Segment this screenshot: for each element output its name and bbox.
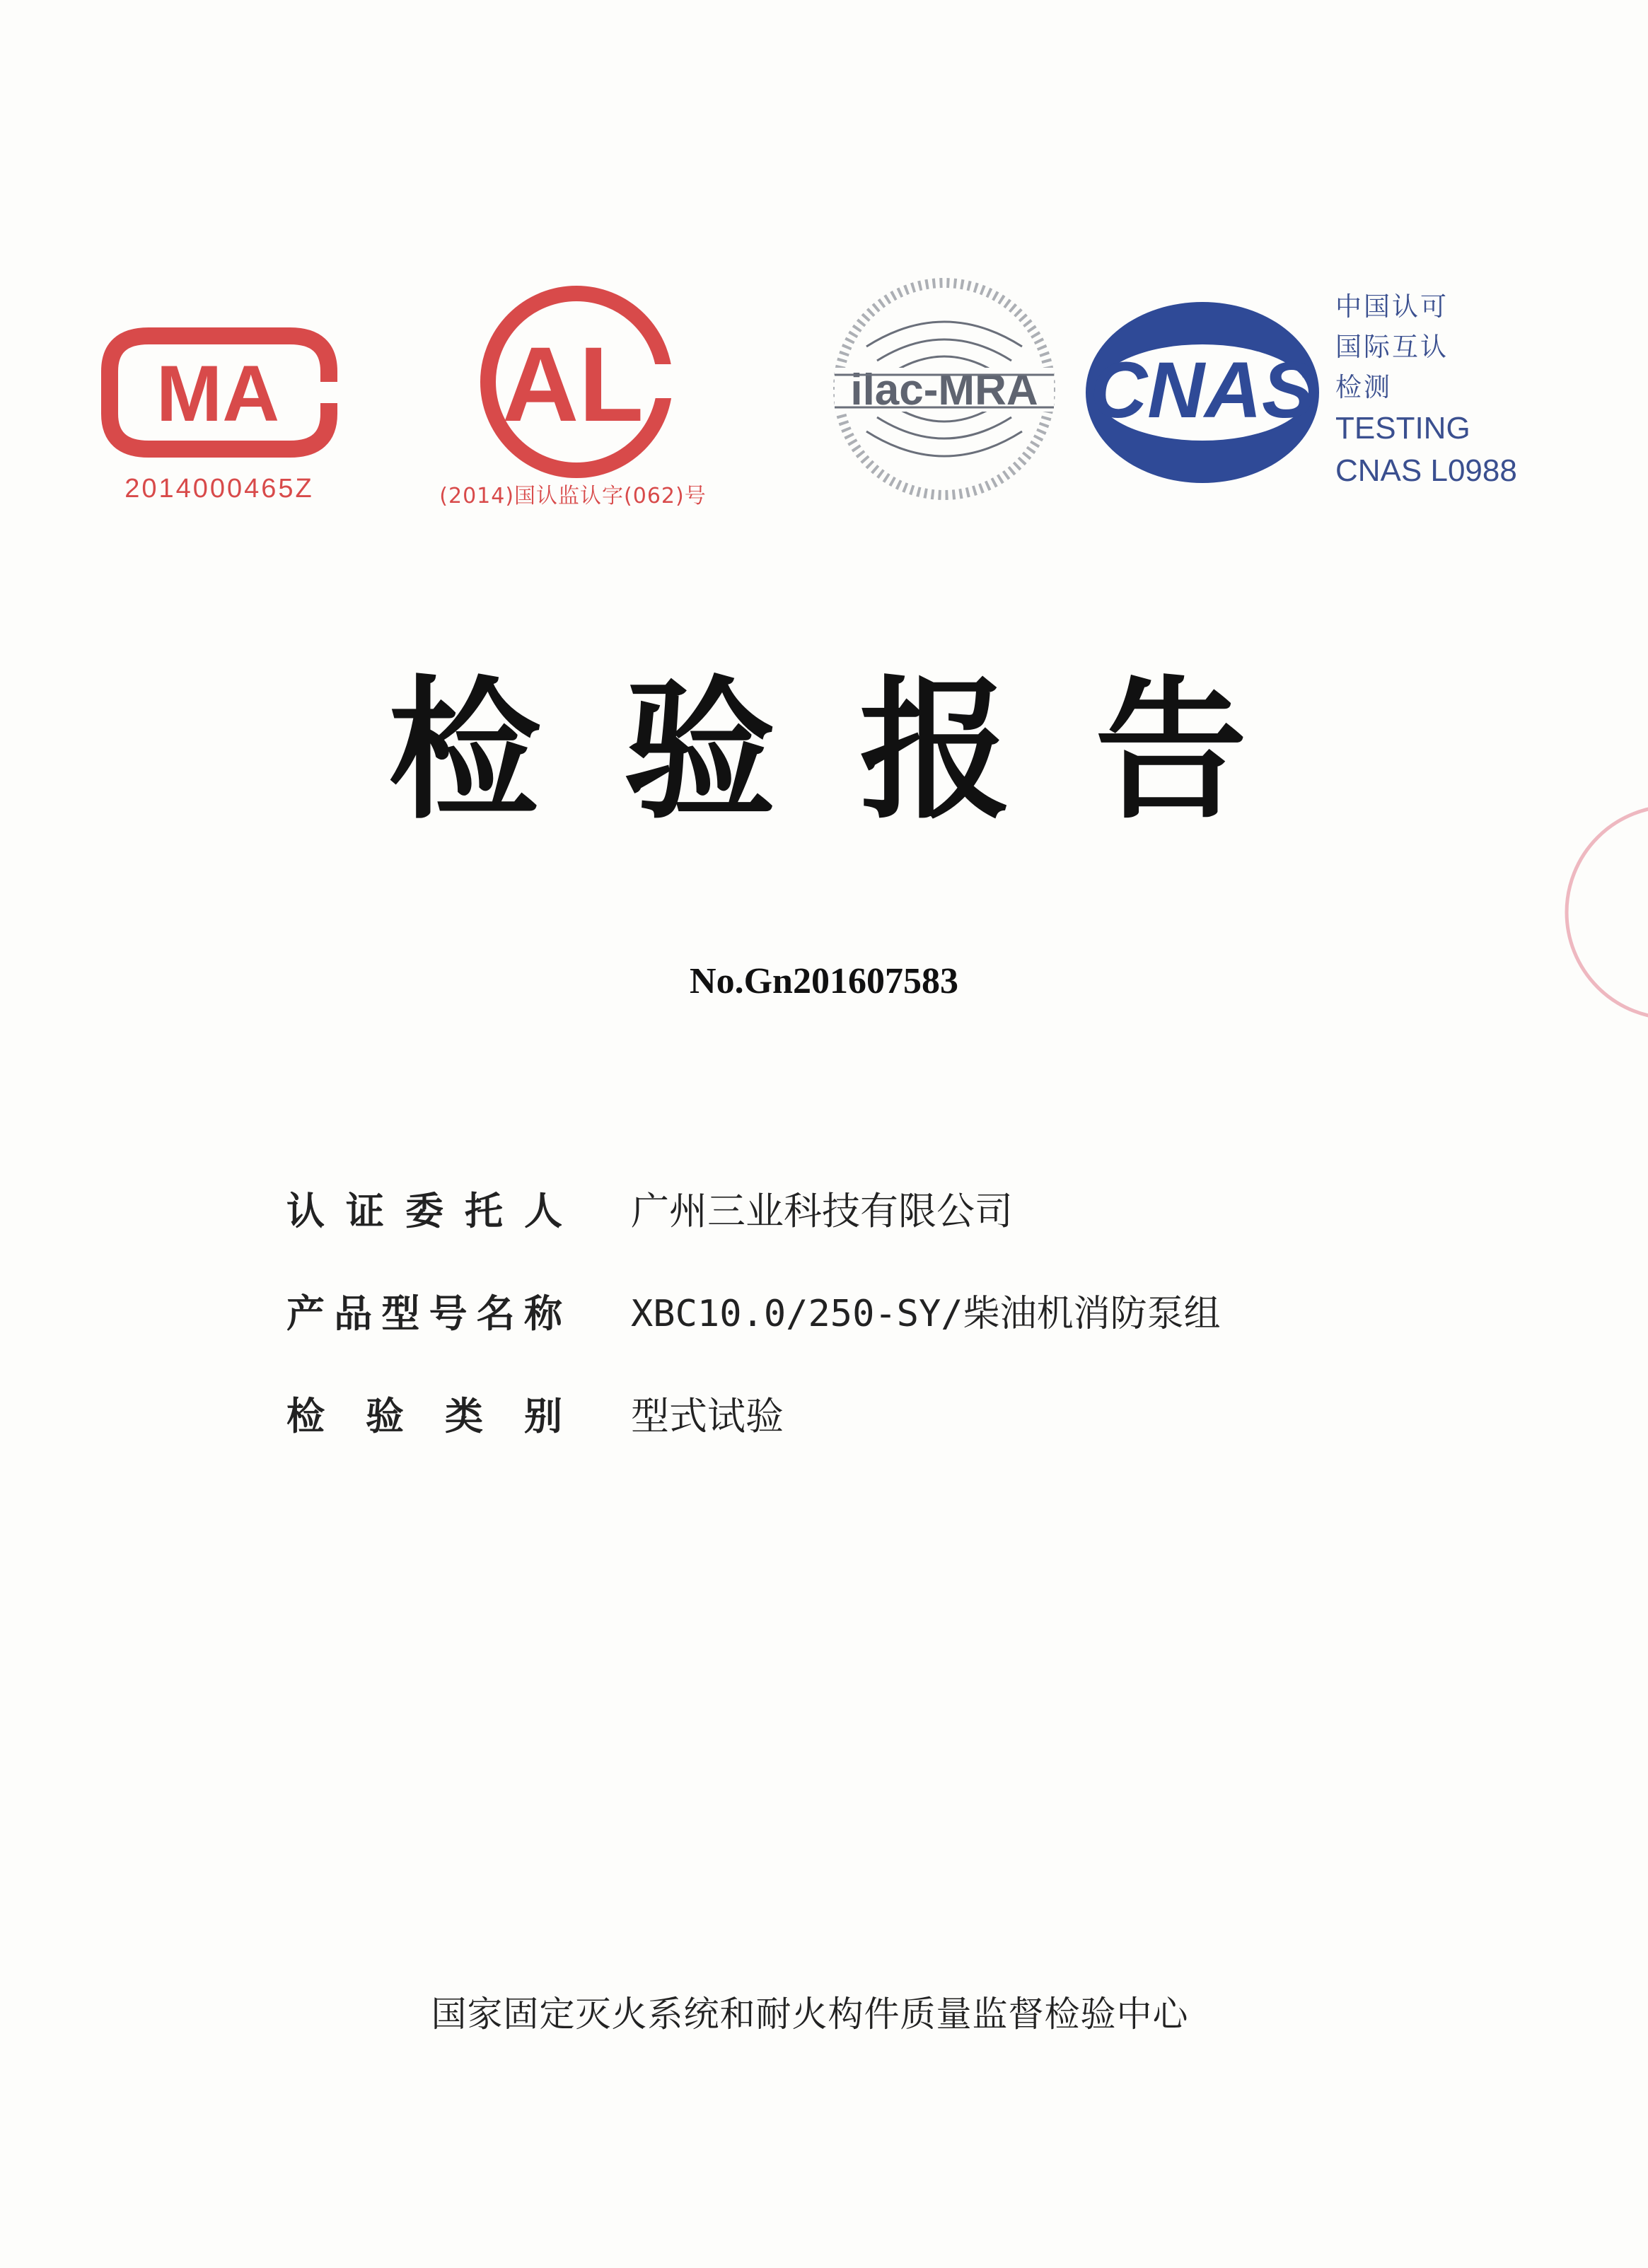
ilac-mark-text: ilac-MRA: [850, 366, 1038, 414]
cnas-logo: [1072, 297, 1326, 488]
field-value: 广州三业科技有限公司: [631, 1189, 1013, 1233]
cnas-zh-line: 国际互认: [1335, 332, 1449, 362]
cma-logo: [99, 322, 340, 463]
field-label-char: 产: [286, 1291, 325, 1336]
field-label-char: 别: [524, 1394, 562, 1438]
field-label: [286, 1181, 562, 1235]
report-number: No.Gn201607583: [690, 961, 958, 1001]
ilac-mra-logo: [824, 269, 1064, 509]
field-label-char: 型: [381, 1291, 420, 1336]
field-label-char: 人: [524, 1189, 562, 1233]
partial-seal-stamp: [1560, 799, 1648, 1025]
field-label-char: 认: [286, 1189, 325, 1233]
field-label-char: 类: [445, 1394, 483, 1438]
field-label-char: 验: [366, 1394, 404, 1438]
field-label: [286, 1284, 562, 1338]
field-label-char: 检: [286, 1394, 325, 1438]
cal-code: (2014)国认监认字(062)号: [439, 484, 707, 508]
cnas-en-line: CNAS L0988: [1335, 453, 1517, 488]
cma-code: 2014000465Z: [124, 474, 314, 504]
issuing-organization: 国家固定灭火系统和耐火构件质量监督检验中心: [431, 1994, 1189, 2035]
cal-mark-text: AL: [502, 325, 644, 443]
field-value: 型式试验: [631, 1394, 784, 1438]
cnas-accreditation-text: [1335, 286, 1548, 492]
field-label-char: 名: [476, 1291, 515, 1336]
field-label-char: 品: [334, 1291, 373, 1336]
field-value: XBC10.0/250-SY/柴油机消防泵组: [631, 1293, 1221, 1335]
cnas-zh-line: 检测: [1335, 372, 1392, 402]
field-label-char: 称: [523, 1291, 562, 1336]
report-title: 检验报告: [388, 662, 1330, 839]
field-label-char: 托: [465, 1189, 503, 1233]
cnas-en-line: TESTING: [1335, 411, 1470, 446]
field-label-char: 号: [429, 1291, 468, 1336]
field-label: [286, 1386, 562, 1441]
field-label-char: 委: [405, 1189, 443, 1233]
field-label-char: 证: [346, 1189, 384, 1233]
cma-mark-text: MA: [156, 349, 280, 438]
cal-logo: [460, 279, 693, 484]
cnas-zh-line: 中国认可: [1335, 291, 1449, 322]
cnas-mark-text: CNAS: [1090, 346, 1315, 434]
